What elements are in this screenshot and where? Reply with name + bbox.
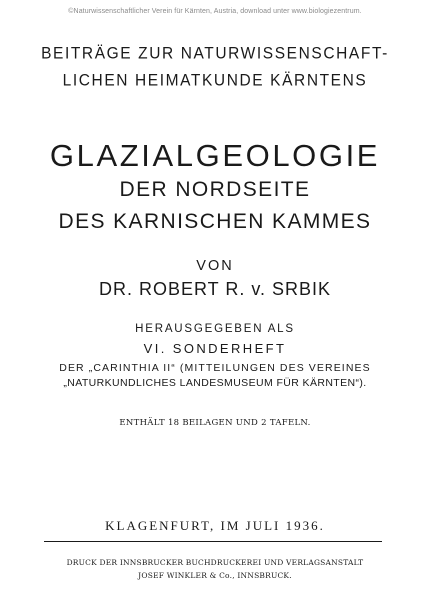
title-line-2: DER NORDSEITE	[119, 178, 311, 201]
contents-note: ENTHÄLT 18 BEILAGEN UND 2 TAFELN.	[119, 418, 311, 428]
main-title: GLAZIALGEOLOGIE	[49, 138, 381, 173]
museum-line: „NATURKUNDLICHES LANDESMUSEUM FÜR KÄRNTEN“).	[63, 377, 367, 389]
place-and-date: KLAGENFURT, IM JULI 1936.	[105, 518, 325, 533]
series-title-line-1: BEITRÄGE ZUR NATURWISSENSCHAFT-	[41, 44, 389, 63]
printer-line-2: JOSEF WINKLER & Co., INNSBRUCK.	[138, 571, 292, 580]
by-label: VON	[196, 258, 234, 274]
imprint-divider	[44, 541, 382, 542]
title-line-3: DES KARNISCHEN KAMMES	[58, 210, 372, 233]
editor-note: HERAUSGEGEBEN ALS	[135, 323, 295, 335]
author-name: DR. ROBERT R. v. SRBIK	[98, 279, 332, 299]
printer-line-1: DRUCK DER INNSBRUCKER BUCHDRUCKEREI UND VERLAGSANSTALT	[66, 558, 364, 567]
series-title-line-2: LICHEN HEIMATKUNDE KÄRNTENS	[62, 71, 368, 90]
special-issue: VI. SONDERHEFT	[143, 341, 287, 356]
copyright-notice: ©Naturwissenschaftlicher Verein für Kärnten, Austria, download unter www.biologiezentrum.	[68, 8, 362, 15]
carinthia-line: DER „CARINTHIA II“ (MITTEILUNGEN DES VEREINES	[59, 362, 371, 374]
